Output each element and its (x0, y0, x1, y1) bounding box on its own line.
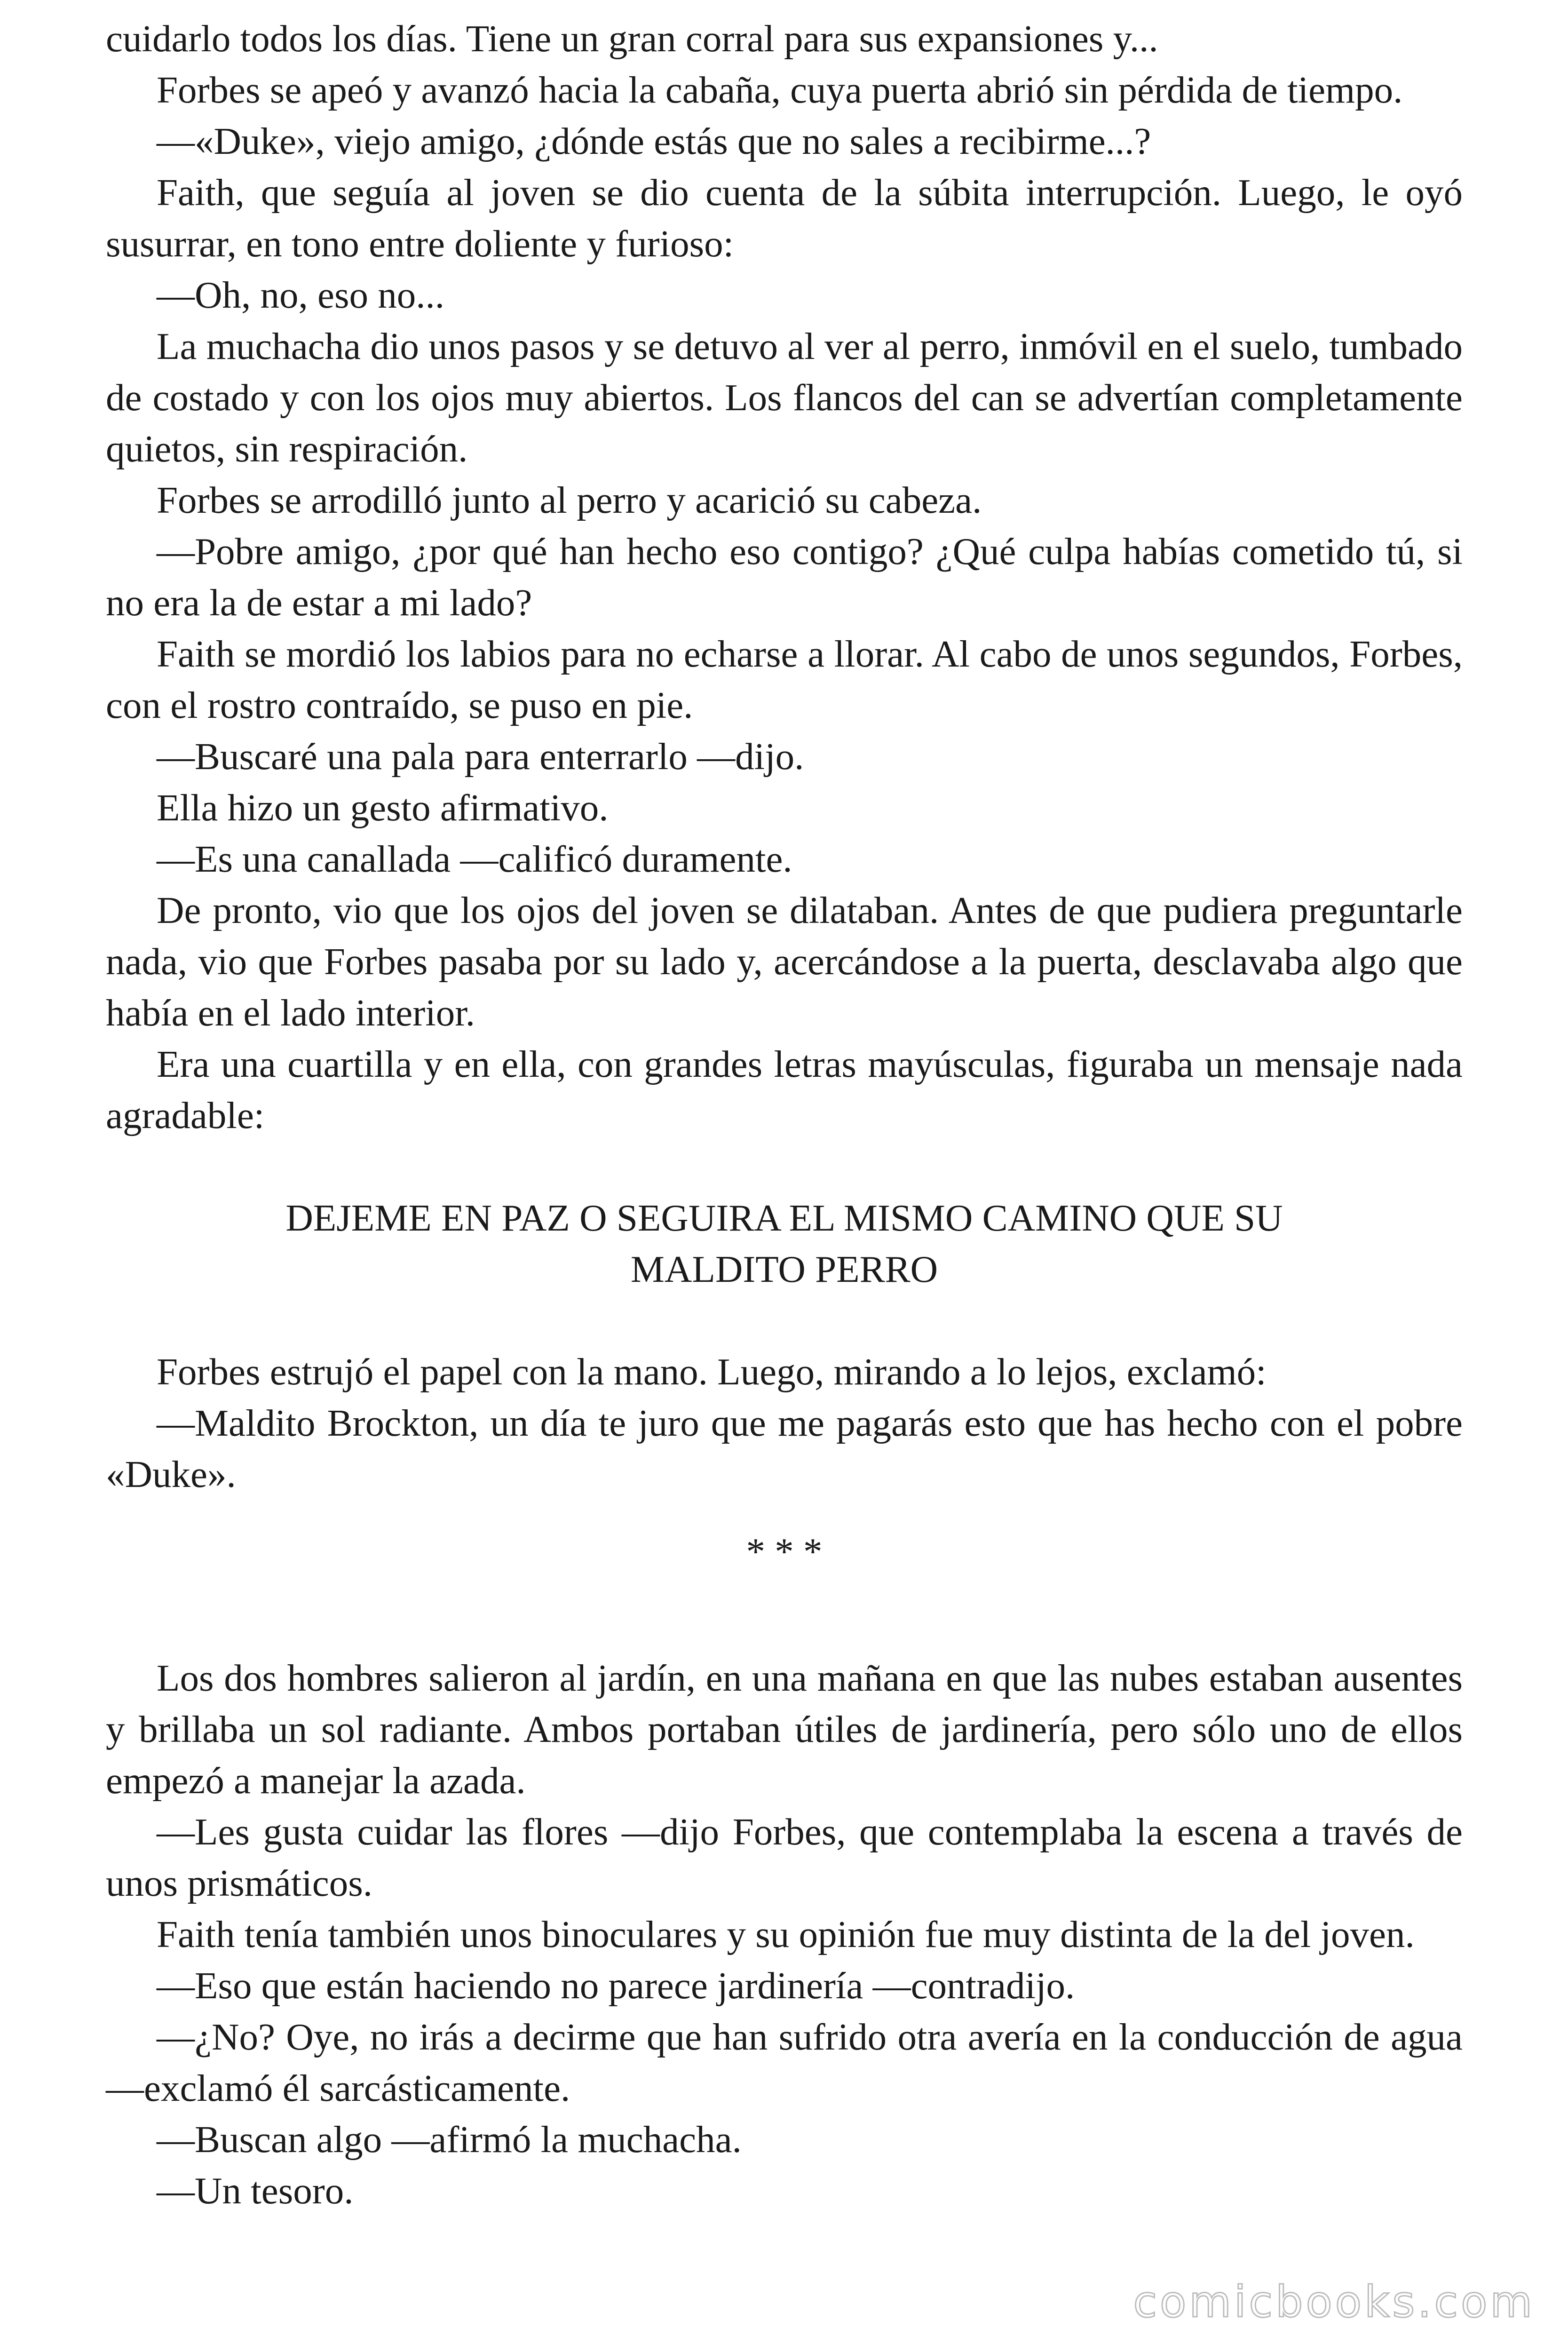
paragraph: —Buscan algo —afirmó la muchacha. (157, 2118, 742, 2161)
threat-notice (106, 1141, 1463, 1346)
paragraph: —Oh, no, eso no... (157, 274, 444, 316)
paragraph: Faith, que seguía al joven se dio cuenta de la súbita interrupción. Luego, le oyó susurrar, en tono entre doliente y furioso: (106, 171, 1463, 265)
paragraph: —Es una canallada —calificó duramente. (157, 838, 792, 880)
paragraph: —Pobre amigo, ¿por qué han hecho eso contigo? ¿Qué culpa habías cometido tú, si no era la de estar a mi lado? (106, 530, 1463, 624)
paragraphs-top (106, 13, 1463, 1141)
paragraph: Faith se mordió los labios para no echarse a llorar. Al cabo de unos segundos, Forbes, con el rostro contraído, se puso en pie. (106, 633, 1463, 726)
paragraph: Ella hizo un gesto afirmativo. (157, 787, 609, 829)
paragraph: La muchacha dio unos pasos y se detuvo al ver al perro, inmóvil en el suelo, tumbado de costado y con los ojos muy abiertos. Los flancos del can se advertían completamente quietos, sin respiración. (106, 325, 1463, 470)
paragraph: —Buscaré una pala para enterrarlo —dijo. (157, 735, 804, 778)
document-page (106, 13, 1463, 2217)
paragraph: —¿No? Oye, no irás a decirme que han sufrido otra avería en la conducción de agua —exclamó él sarcásticamente. (106, 2016, 1463, 2109)
notice-line-1: DEJEME EN PAZ O SEGUIRA EL MISMO CAMINO QUE SU (285, 1197, 1283, 1239)
paragraphs-middle (106, 1346, 1463, 1500)
notice-line-2: MALDITO PERRO (630, 1248, 938, 1290)
paragraph: —«Duke», viejo amigo, ¿dónde estás que no sales a recibirme...? (157, 120, 1151, 162)
paragraph: Forbes se arrodilló junto al perro y acarició su cabeza. (157, 479, 982, 521)
paragraph: De pronto, vio que los ojos del joven se dilataban. Antes de que pudiera preguntarle nada, vio que Forbes pasaba por su lado y, acercándose a la puerta, desclavaba algo que había en el lado interior. (106, 889, 1463, 1034)
paragraphs-bottom (106, 1653, 1463, 2217)
paragraph: cuidarlo todos los días. Tiene un gran corral para sus expansiones y... (106, 17, 1158, 60)
section-separator: * * * (746, 1530, 823, 1573)
paragraph: Era una cuartilla y en ella, con grandes letras mayúsculas, figuraba un mensaje nada agradable: (106, 1043, 1463, 1136)
paragraph: —Un tesoro. (157, 2169, 354, 2212)
paragraph: Forbes estrujó el papel con la mano. Luego, mirando a lo lejos, exclamó: (157, 1351, 1267, 1393)
paragraph: Faith tenía también unos binoculares y su opinión fue muy distinta de la del joven. (157, 1913, 1415, 1955)
paragraph: Los dos hombres salieron al jardín, en una mañana en que las nubes estaban ausentes y brillaba un sol radiante. Ambos portaban útiles de jardinería, pero sólo uno de ellos empezó a manejar la azada. (106, 1657, 1463, 1802)
watermark: comicbooks.com (1133, 2277, 1535, 2327)
paragraph: —Maldito Brockton, un día te juro que me pagarás esto que has hecho con el pobre «Duke». (106, 1402, 1463, 1495)
paragraph: —Eso que están haciendo no parece jardinería —contradijo. (157, 1964, 1075, 2007)
paragraph: —Les gusta cuidar las flores —dijo Forbes, que contemplaba la escena a través de unos prismáticos. (106, 1811, 1463, 1904)
paragraph: Forbes se apeó y avanzó hacia la cabaña, cuya puerta abrió sin pérdida de tiempo. (157, 69, 1403, 111)
